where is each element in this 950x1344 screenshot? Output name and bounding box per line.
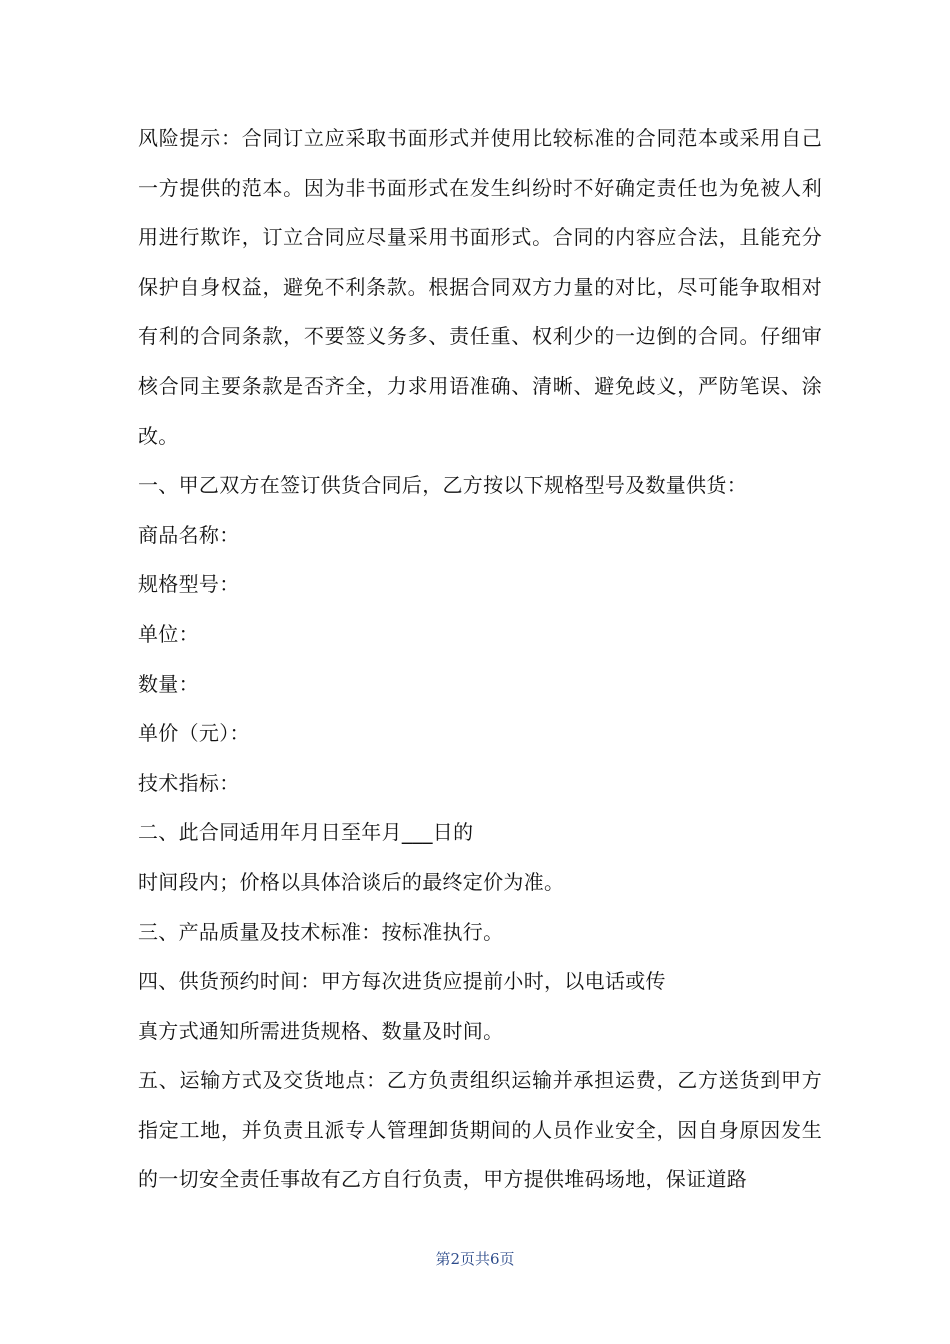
quantity-line: 数量：	[138, 671, 199, 696]
spec-model-line: 规格型号：	[138, 572, 240, 597]
technical-index-line: 技术指标：	[138, 770, 240, 795]
clause-2-paragraph: 二、此合同适用年月日至年月___日的	[138, 820, 474, 845]
clause-4-continuation: 真方式通知所需进货规格、数量及时间。	[138, 1018, 504, 1043]
clause-1-paragraph: 一、甲乙双方在签订供货合同后，乙方按以下规格型号及数量供货：	[138, 473, 747, 498]
page-number-footer: 第2页共6页	[435, 1250, 515, 1268]
product-name-line: 商品名称：	[138, 522, 240, 547]
document-body	[138, 114, 822, 1205]
risk-notice-paragraph: 风险提示：合同订立应采取书面形式并使用比较标准的合同范本或采用自己一方提供的范本。因为非书面形式在发生纠纷时不好确定责任也为免被人利用进行欺诈，订立合同应尽量采用书面形式。合同的内容应合法，且能充分保护自身权益，避免不利条款。根据合同双方力量的对比，尽可能争取相对有利的合同条款，不要签义务多、责任重、权利少的一边倒的合同。仔细审核合同主要条款是否齐全，力求用语准确、清晰、避免歧义，严防笔误、涂改。	[138, 126, 822, 448]
unit-line: 单位：	[138, 621, 199, 646]
clause-4-paragraph: 四、供货预约时间：甲方每次进货应提前小时，以电话或传	[138, 969, 666, 994]
unit-price-line: 单价（元）：	[138, 721, 250, 746]
clause-5-paragraph: 五、运输方式及交货地点：乙方负责组织运输并承担运费，乙方送货到甲方指定工地，并负责且派专人管理卸货期间的人员作业安全，因自身原因发生的一切安全责任事故有乙方自行负责，甲方提供堆码场地，保证道路	[138, 1068, 822, 1192]
clause-3-paragraph: 三、产品质量及技术标准：按标准执行。	[138, 919, 504, 944]
clause-2-continuation: 时间段内；价格以具体洽谈后的最终定价为准。	[138, 869, 565, 894]
